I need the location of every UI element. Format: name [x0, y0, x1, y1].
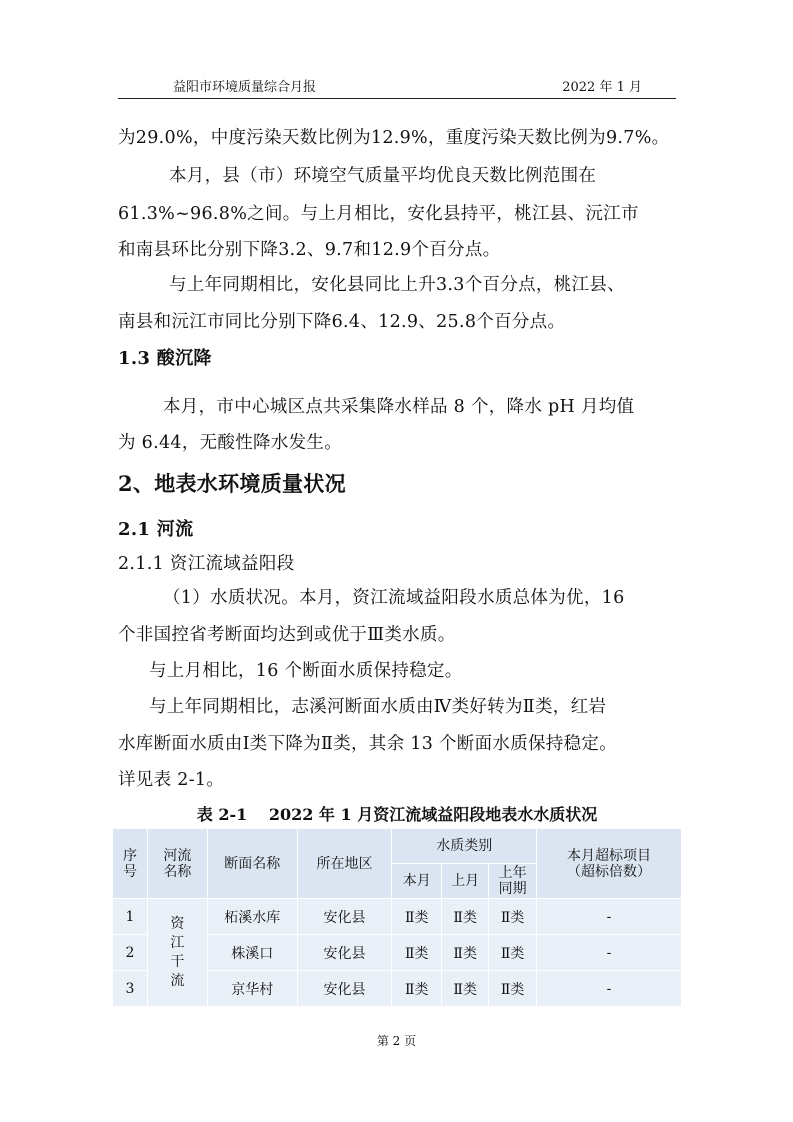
page-header — [118, 74, 676, 99]
cell-seq: 3 — [113, 971, 148, 1007]
cell-exceed: - — [537, 971, 682, 1007]
paragraph-line: 与上年同期相比，安化县同比上升3.3个百分点，桃江县、 — [169, 275, 625, 295]
table-caption: 表 2-1 2022 年 1 月资江流域益阳段地表水水质状况 — [196, 805, 598, 824]
header-river: 河流名称 — [147, 829, 207, 899]
cell-last-year: Ⅱ类 — [489, 971, 537, 1007]
cell-section: 京华村 — [207, 971, 297, 1007]
paragraph-line: 南县和沅江市同比分别下降6.4、12.9、25.8个百分点。 — [118, 312, 566, 332]
cell-current: Ⅱ类 — [392, 899, 442, 935]
paragraph-line: 和南县环比分别下降3.2、9.7和12.9个百分点。 — [118, 240, 501, 260]
cell-seq: 1 — [113, 899, 148, 935]
cell-section: 柘溪水库 — [207, 899, 297, 935]
header-last-year: 上年同期 — [489, 864, 537, 899]
section-heading-acid-deposition: 1.3 酸沉降 — [118, 348, 212, 369]
section-heading-surface-water: 2、地表水环境质量状况 — [118, 471, 346, 496]
cell-current: Ⅱ类 — [392, 935, 442, 971]
paragraph-line: 为 6.44，无酸性降水发生。 — [118, 433, 343, 453]
paragraph-line: 为29.0%，中度污染天数比例为12.9%，重度污染天数比例为9.7%。 — [118, 128, 670, 148]
paragraph-line: 水库断面水质由Ⅰ类下降为Ⅱ类，其余 13 个断面水质保持稳定。 — [118, 734, 617, 754]
cell-last-year: Ⅱ类 — [489, 899, 537, 935]
cell-exceed: - — [537, 935, 682, 971]
paragraph-line: 61.3%~96.8%之间。与上月相比，安化县持平，桃江县、沅江市 — [118, 204, 639, 224]
section-heading-rivers: 2.1 河流 — [118, 519, 194, 540]
header-seq: 序号 — [113, 829, 148, 899]
paragraph-line: 与上月相比，16 个断面水质保持稳定。 — [149, 661, 463, 681]
header-exceed: 本月超标项目（超标倍数） — [537, 829, 682, 899]
water-quality-table — [112, 828, 682, 1007]
report-date: 2022 年 1 月 — [562, 80, 642, 95]
cell-exceed: - — [537, 899, 682, 935]
cell-region: 安化县 — [297, 899, 392, 935]
cell-last-year: Ⅱ类 — [489, 935, 537, 971]
cell-seq: 2 — [113, 935, 148, 971]
report-title: 益阳市环境质量综合月报 — [173, 80, 317, 95]
table-row — [113, 899, 682, 935]
subsection-heading-zijiang: 2.1.1 资江流域益阳段 — [118, 554, 295, 574]
header-last-month: 上月 — [442, 864, 489, 899]
cell-region: 安化县 — [297, 971, 392, 1007]
cell-last-month: Ⅱ类 — [442, 899, 489, 935]
paragraph-line: （1）水质状况。本月，资江流域益阳段水质总体为优，16 — [163, 588, 625, 608]
paragraph-line: 个非国控省考断面均达到或优于Ⅲ类水质。 — [118, 625, 456, 645]
cell-current: Ⅱ类 — [392, 971, 442, 1007]
cell-river: 资江干流 — [147, 899, 207, 1007]
cell-last-month: Ⅱ类 — [442, 935, 489, 971]
header-region: 所在地区 — [297, 829, 392, 899]
cell-last-month: Ⅱ类 — [442, 971, 489, 1007]
paragraph-line: 详见表 2-1。 — [118, 770, 225, 790]
paragraph-line: 本月，市中心城区点共采集降水样品 8 个，降水 pH 月均值 — [163, 397, 635, 417]
cell-section: 株溪口 — [207, 935, 297, 971]
header-quality: 水质类别 — [392, 829, 537, 864]
cell-region: 安化县 — [297, 935, 392, 971]
page-number: 第 2 页 — [376, 1034, 417, 1048]
header-section: 断面名称 — [207, 829, 297, 899]
paragraph-line: 本月，县（市）环境空气质量平均优良天数比例范围在 — [169, 166, 597, 186]
header-current: 本月 — [392, 864, 442, 899]
paragraph-line: 与上年同期相比，志溪河断面水质由Ⅳ类好转为Ⅱ类，红岩 — [149, 697, 607, 717]
